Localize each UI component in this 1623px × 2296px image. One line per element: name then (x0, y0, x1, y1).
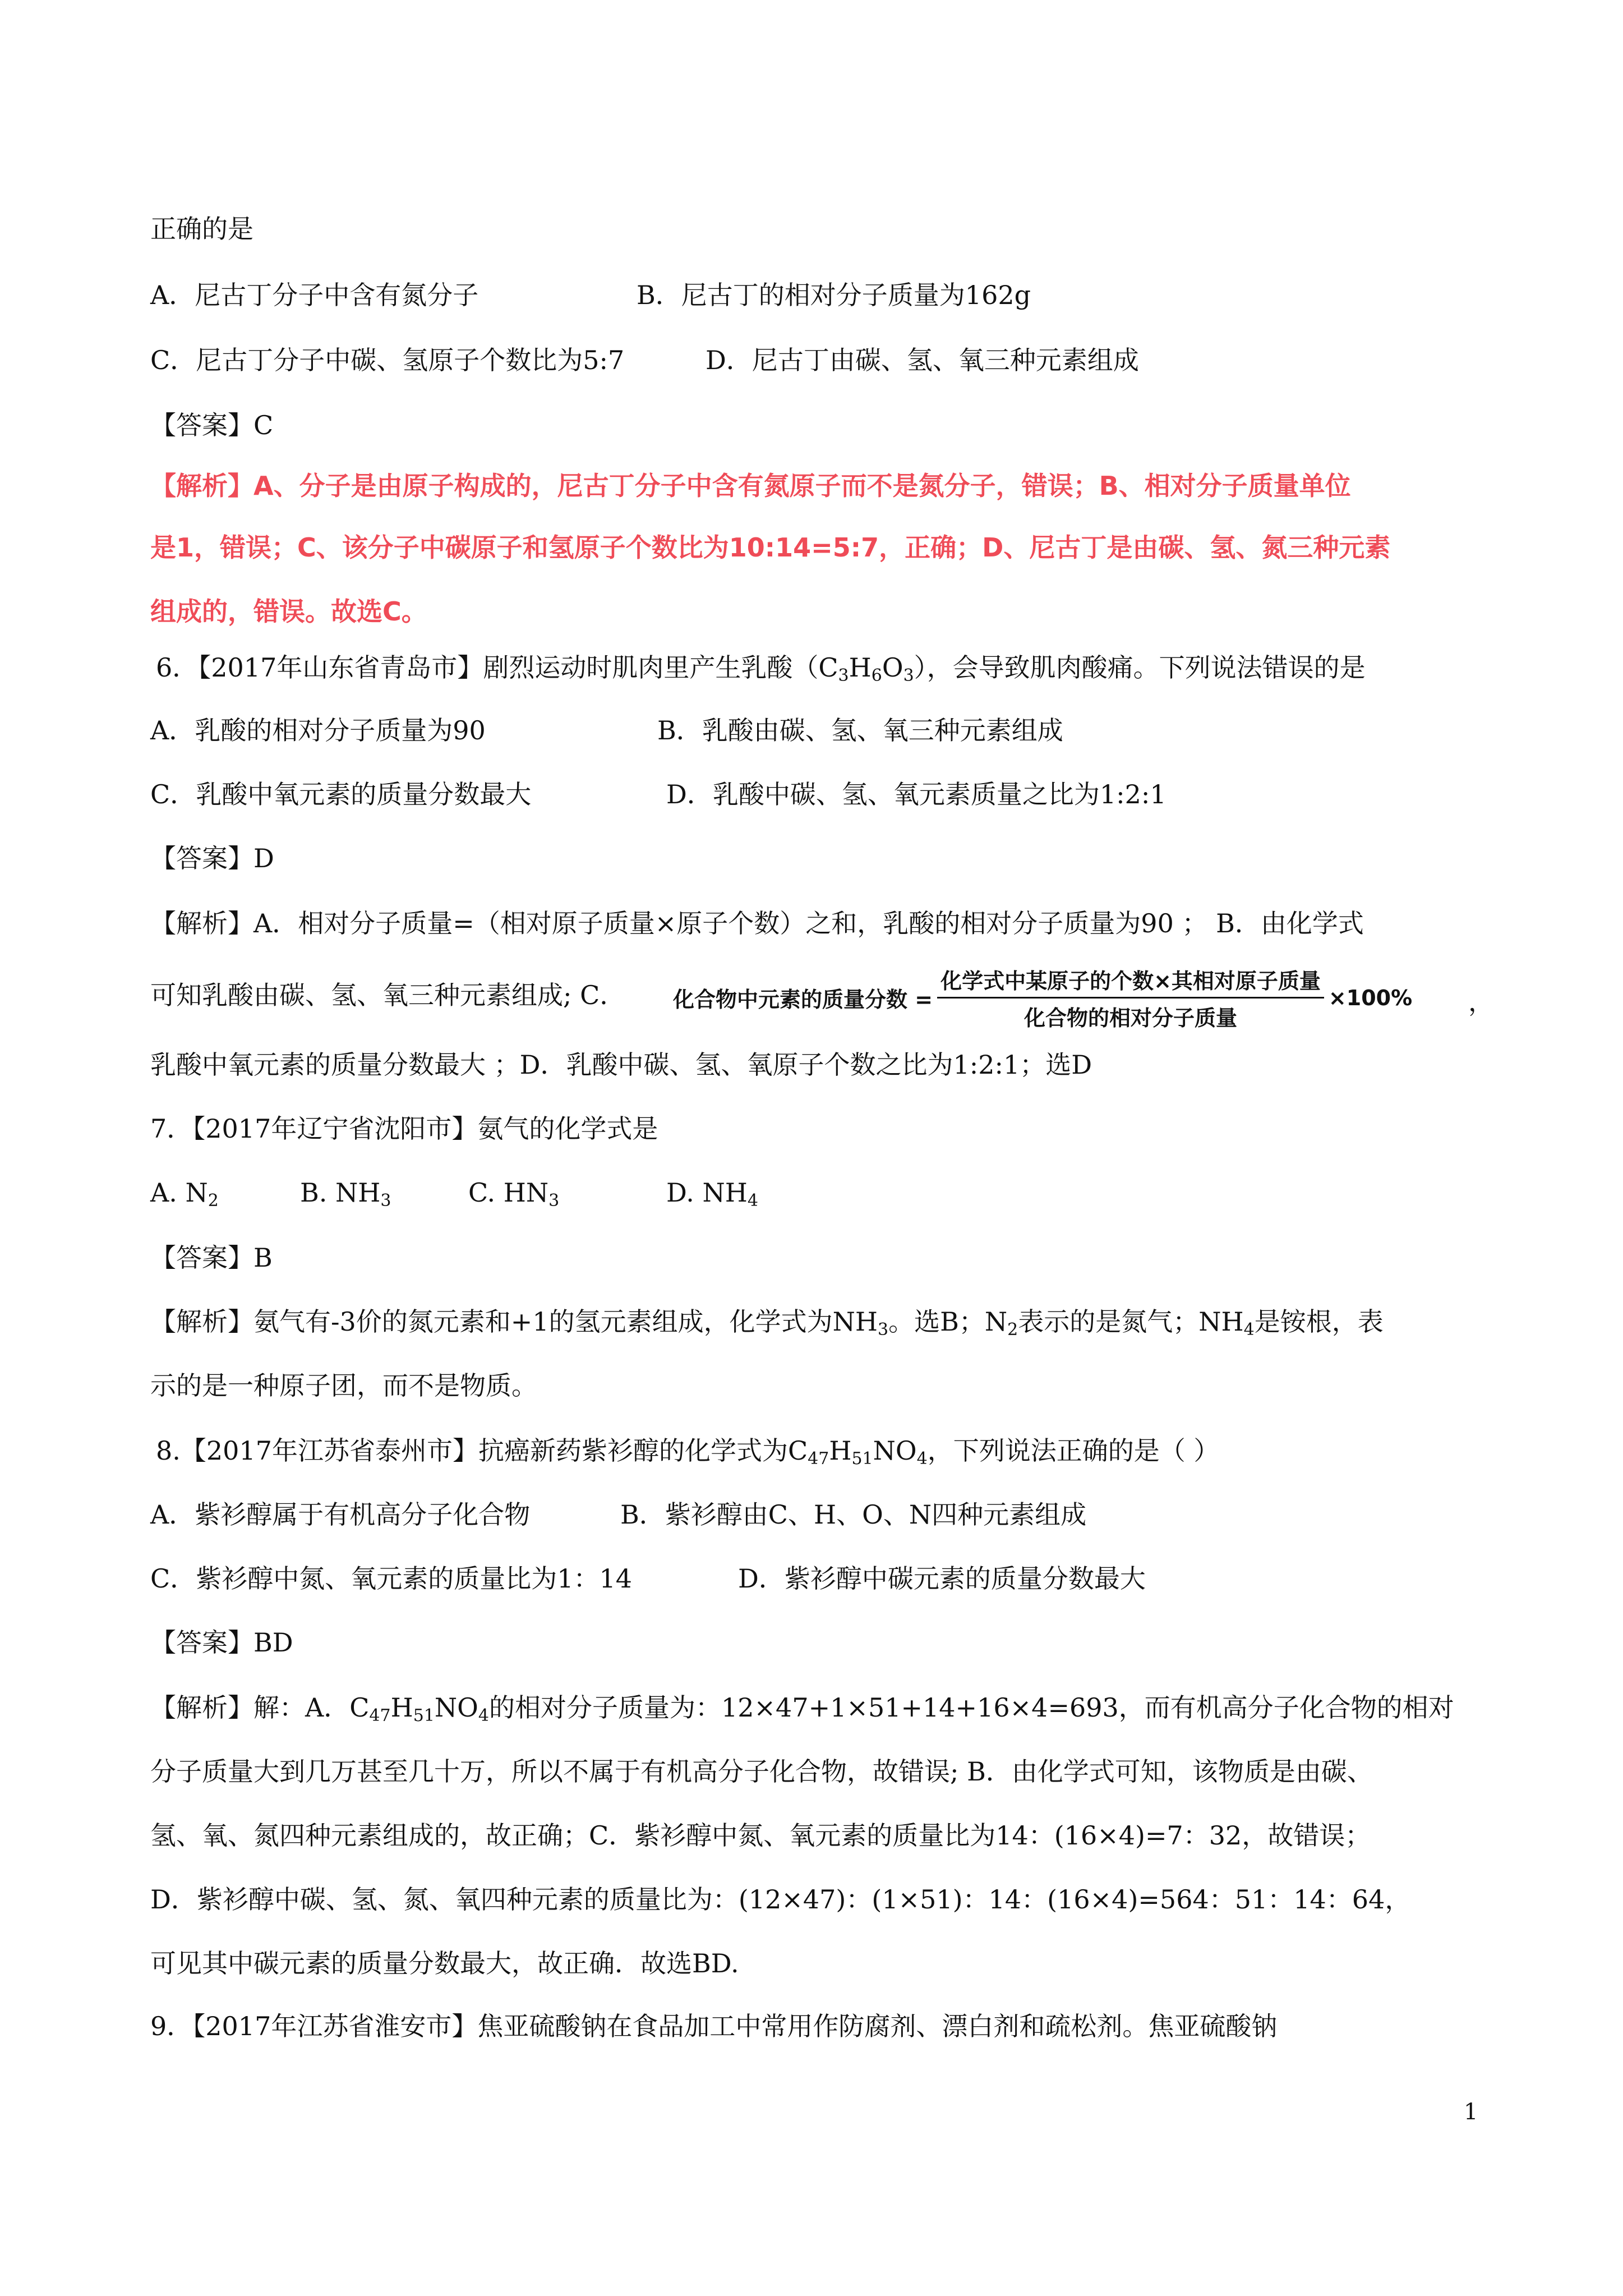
q5-analysis-line1: 【解析】A、分子是由原子构成的，尼古丁分子中含有氮原子而不是氮分子，错误；B、相对分子质量单位 (150, 471, 1351, 501)
q7-answer: 【答案】B (150, 1243, 273, 1273)
mass-fraction-formula (673, 964, 1412, 1032)
formula-right: ×100% (1328, 985, 1413, 1010)
q7-stem: 7．【2017年辽宁省沈阳市】氨气的化学式是 (150, 1114, 658, 1144)
q6-option-b: B．乳酸由碳、氢、氧三种元素组成 (657, 715, 1063, 746)
q8-analysis-line3: 氢、氧、氮四种元素组成的，故正确；C．紫衫醇中氮、氧元素的质量比为14：(16×4)=7：32，故错误； (150, 1820, 1371, 1851)
q7-analysis-line1: 【解析】氨气有-3价的氮元素和+1的氢元素组成，化学式为$NH_3$。选B；$N_2$表示的是氮气；$NH_4$是铵根，表 (150, 1306, 1384, 1340)
q6-analysis-line1: 【解析】A．相对分子质量=（相对原子质量×原子个数）之和，乳酸的相对分子质量为90 ； B．由化学式 (150, 908, 1364, 938)
formula-left: 化合物中元素的质量分数 = (673, 987, 933, 1012)
q6-answer: 【答案】D (150, 843, 274, 873)
q6-stem: 6．【2017年山东省青岛市】剧烈运动时肌肉里产生乳酸$(C_3H_6O_3)$，会导致肌肉酸痛。下列说法错误的是 (156, 652, 1366, 685)
q8-analysis-line2: 分子质量大到几万甚至几十万，所以不属于有机高分子化合物，故错误; B．由化学式可知，该物质是由碳、 (150, 1756, 1373, 1787)
q6-analysis-line2: 可知乳酸由碳、氢、氧三种元素组成; C． (150, 980, 626, 1010)
q6-analysis-line2-end: ， (1468, 987, 1494, 1017)
q7-analysis-line2: 示的是一种原子团，而不是物质。 (150, 1370, 537, 1401)
q8-option-d: D．紫衫醇中碳元素的质量分数最大 (738, 1563, 1146, 1594)
q8-stem: 8.【2017年江苏省泰州市】抗癌新药紫衫醇的化学式为$C_{47}H_{51}NO_4$，下列说法正确的是（ ） (156, 1435, 1220, 1469)
q7-option-d: D. $NH_4$ (666, 1177, 758, 1211)
q8-answer: 【答案】BD (150, 1627, 293, 1658)
q8-analysis-line1: 【解析】解：A．$C_{47}H_{51}NO_4$的相对分子质量为：12×47+1×51+14+16×4=693，而有机高分子化合物的相对 (150, 1692, 1454, 1726)
q5-option-d: D．尼古丁由碳、氢、氧三种元素组成 (706, 345, 1139, 375)
q6-option-c: C．乳酸中氧元素的质量分数最大 (150, 779, 532, 809)
q5-analysis-line3: 组成的，错误。故选C。 (150, 596, 427, 627)
q8-option-a: A．紫衫醇属于有机高分子化合物 (150, 1499, 531, 1530)
q5-stem-tail: 正确的是 (150, 214, 253, 244)
q5-analysis-line2: 是1，错误；C、该分子中碳原子和氢原子个数比为10:14=5:7，正确；D、尼古丁是由碳、氢、氮三种元素 (150, 532, 1391, 563)
q8-analysis-line4: D．紫衫醇中碳、氢、氮、氧四种元素的质量比为：(12×47)：(1×51)：14：(16×4)=564：51：14：64， (150, 1884, 1411, 1915)
q6-analysis-line3: 乳酸中氧元素的质量分数最大 ；D．乳酸中碳、氢、氧原子个数之比为1:2:1；选D (150, 1050, 1092, 1080)
q7-option-a: A. $N_2$ (150, 1177, 219, 1211)
q5-answer: 【答案】C (150, 410, 274, 440)
page-number: 1 (1464, 2099, 1478, 2125)
q9-stem: 9．【2017年江苏省淮安市】焦亚硫酸钠在食品加工中常用作防腐剂、漂白剂和疏松剂。焦亚硫酸钠 (150, 2011, 1278, 2041)
formula-fraction (937, 964, 1324, 1032)
q5-option-b: B．尼古丁的相对分子质量为162g (637, 280, 1031, 310)
q7-option-c: C. $HN_3$ (468, 1177, 560, 1211)
q8-analysis-line5: 可见其中碳元素的质量分数最大，故正确．故选BD. (150, 1948, 739, 1978)
q8-option-c: C．紫衫醇中氮、氧元素的质量比为1：14 (150, 1563, 632, 1594)
q8-option-b: B．紫衫醇由C、H、O、N四种元素组成 (620, 1499, 1087, 1530)
q7-option-b: B. $NH_3$ (300, 1177, 391, 1211)
formula-numerator: 化学式中某原子的个数×其相对原子质量 (937, 964, 1324, 999)
q5-option-c: C．尼古丁分子中碳、氢原子个数比为5:7 (150, 345, 625, 375)
formula-denominator: 化合物的相对分子质量 (1023, 1006, 1237, 1030)
q6-option-d: D．乳酸中碳、氢、氧元素质量之比为1:2:1 (666, 779, 1166, 809)
q5-option-a: A．尼古丁分子中含有氮分子 (150, 280, 479, 310)
q6-option-a: A．乳酸的相对分子质量为90 (150, 715, 486, 746)
